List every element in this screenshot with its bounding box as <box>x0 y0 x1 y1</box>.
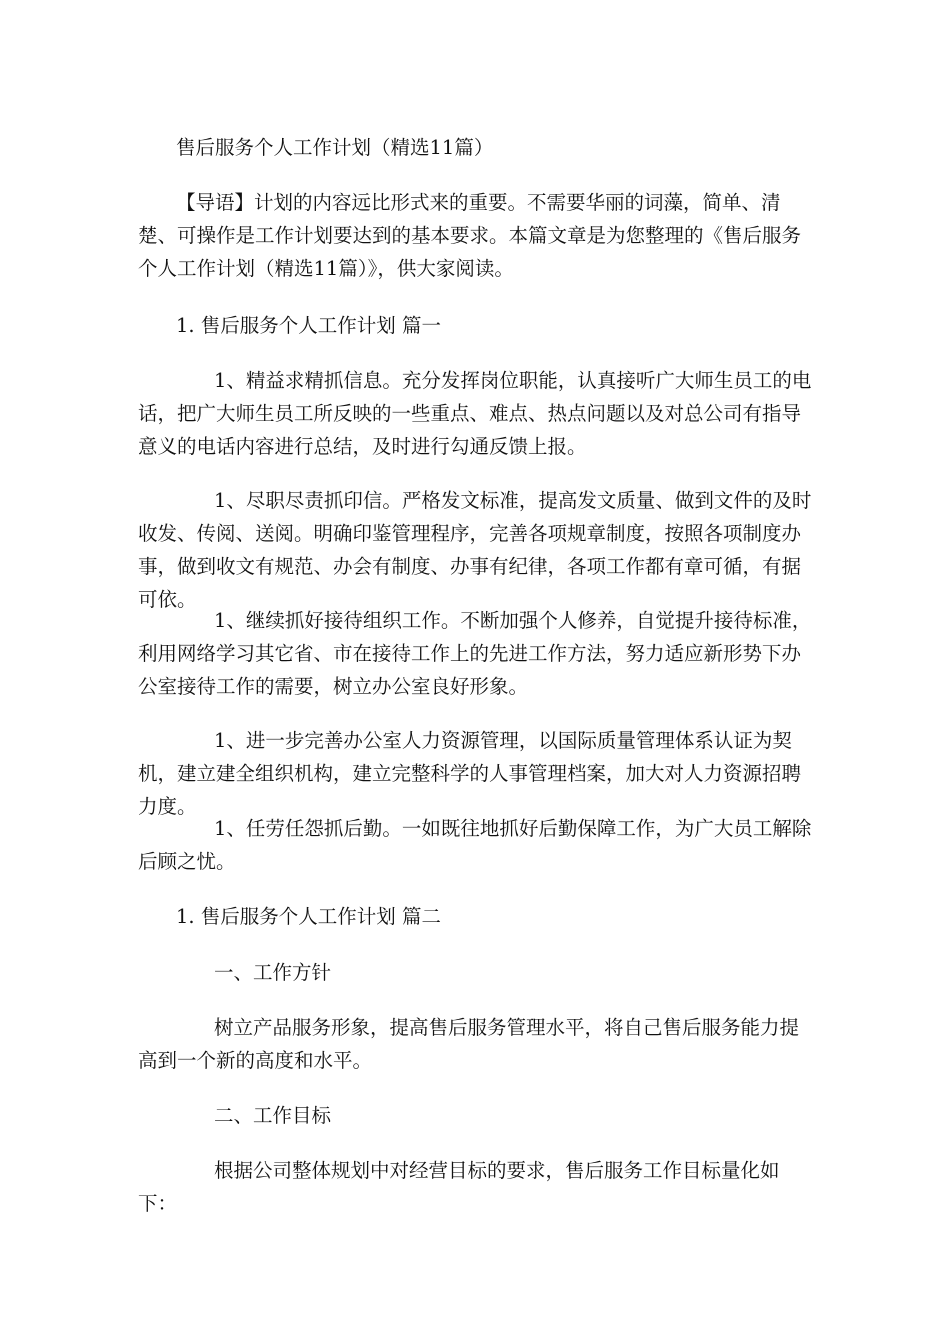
section1-paragraph-4: 1、进一步完善办公室人力资源管理，以国际质量管理体系认证为契机，建立建全组织机构，建立完整科学的人事管理档案，加大对人力资源招聘力度。 <box>138 729 802 818</box>
section2-paragraph-2: 根据公司整体规划中对经营目标的要求，售后服务工作目标量化如下： <box>138 1159 780 1215</box>
section2-subheading-2: 二、工作目标 <box>214 1104 332 1127</box>
document-title: 售后服务个人工作计划（精选11篇） <box>176 136 494 159</box>
section2-subheading-1: 一、工作方针 <box>214 961 332 984</box>
section1-paragraph-3: 1、继续抓好接待组织工作。不断加强个人修养，自觉提升接待标准，利用网络学习其它省、市在接待工作上的先进工作方法，努力适应新形势下办公室接待工作的需要，树立办公室良好形象。 <box>138 609 812 698</box>
section1-heading: 1. 售后服务个人工作计划 篇一 <box>176 314 442 337</box>
intro-paragraph: 【导语】计划的内容远比形式来的重要。不需要华丽的词藻，简单、清楚、可操作是工作计划要达到的基本要求。本篇文章是为您整理的《售后服务个人工作计划（精选11篇）》，供大家阅读。 <box>138 191 802 280</box>
section1-paragraph-5: 1、任劳任怨抓后勤。一如既往地抓好后勤保障工作，为广大员工解除后顾之忧。 <box>138 817 812 873</box>
section1-paragraph-1: 1、精益求精抓信息。充分发挥岗位职能，认真接听广大师生员工的电话，把广大师生员工所反映的一些重点、难点、热点问题以及对总公司有指导意义的电话内容进行总结，及时进行勾通反馈上报。 <box>138 369 812 458</box>
section1-paragraph-2: 1、尽职尽责抓印信。严格发文标准，提高发文质量、做到文件的及时收发、传阅、送阅。明确印鉴管理程序，完善各项规章制度，按照各项制度办事，做到收文有规范、办会有制度、办事有纪律，各项工作都有章可循，有据可依。 <box>138 489 812 611</box>
section2-heading: 1. 售后服务个人工作计划 篇二 <box>176 905 442 928</box>
section2-paragraph-1: 树立产品服务形象，提高售后服务管理水平，将自己售后服务能力提高到一个新的高度和水平。 <box>138 1016 800 1072</box>
